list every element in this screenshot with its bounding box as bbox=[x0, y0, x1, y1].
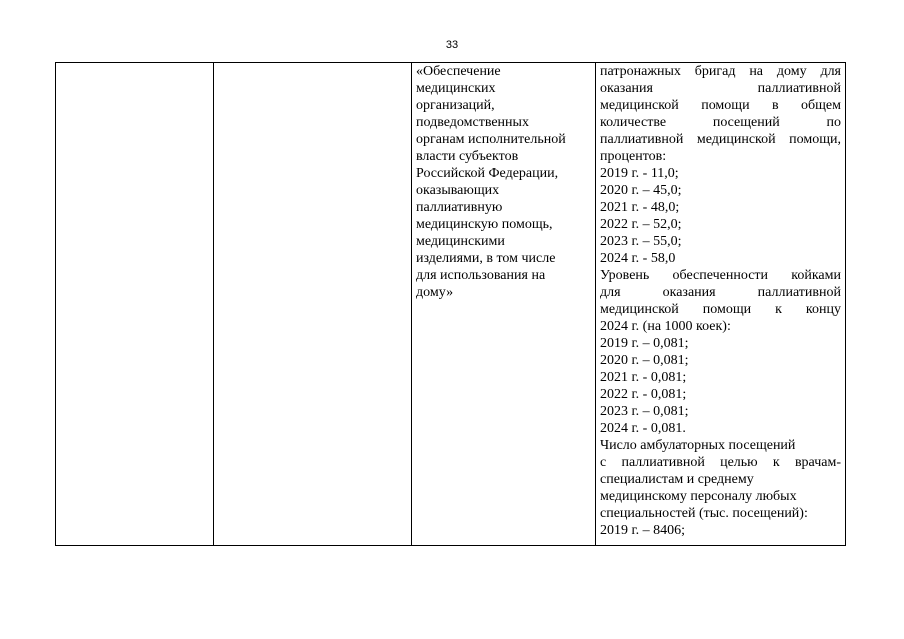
cell-text-line: изделиями, в том числе bbox=[416, 251, 556, 266]
cell-text-line: количестве посещений по bbox=[600, 115, 841, 130]
cell-text-line: процентов: bbox=[600, 149, 667, 164]
cell-text-line: органам исполнительной bbox=[416, 132, 566, 147]
cell-text-line: медицинской помощи к концу bbox=[600, 302, 841, 317]
cell-text-line: медицинской помощи в общем bbox=[600, 98, 841, 113]
cell-text-line: подведомственных bbox=[416, 115, 529, 130]
cell-text-line: 2024 г. - 58,0 bbox=[600, 251, 676, 266]
cell-text-line: 2024 г. (на 1000 коек): bbox=[600, 319, 731, 334]
cell-text-line: патронажных бригад на дому для bbox=[600, 64, 841, 79]
cell-text-line: Число амбулаторных посещений bbox=[600, 438, 796, 453]
cell-text-line: оказания паллиативной bbox=[600, 81, 841, 96]
table-cell-col1 bbox=[56, 63, 214, 546]
cell-text-line: 2022 г. – 52,0; bbox=[600, 217, 682, 232]
cell-text-line: 2023 г. – 55,0; bbox=[600, 234, 682, 249]
cell-text-line: 2020 г. – 45,0; bbox=[600, 183, 682, 198]
table-row bbox=[56, 63, 846, 546]
cell-text-line: для оказания паллиативной bbox=[600, 285, 841, 300]
cell-text-line: с паллиативной целью к врачам- bbox=[600, 455, 841, 470]
cell-text-line: дому» bbox=[416, 285, 454, 300]
cell-text-line: Российской Федерации, bbox=[416, 166, 559, 181]
cell-text-line: 2019 г. – 0,081; bbox=[600, 336, 689, 351]
cell-text-line: медицинских bbox=[416, 81, 496, 96]
cell-text-line: организаций, bbox=[416, 98, 495, 113]
cell-text-line: паллиативную bbox=[416, 200, 503, 215]
cell-text-line: медицинскими bbox=[416, 234, 505, 249]
cell-text-line: 2019 г. – 8406; bbox=[600, 523, 686, 538]
cell-text-line: медицинскую помощь, bbox=[416, 217, 553, 232]
cell-text-line: 2022 г. - 0,081; bbox=[600, 387, 687, 402]
cell-text-line: 2021 г. - 0,081; bbox=[600, 370, 687, 385]
cell-text-line: специальностей (тыс. посещений): bbox=[600, 506, 808, 521]
cell-text-line: «Обеспечение bbox=[416, 64, 501, 79]
cell-text-line: 2023 г. – 0,081; bbox=[600, 404, 689, 419]
cell-text-line: медицинскому персоналу любых bbox=[600, 489, 797, 504]
table-cell-col2 bbox=[214, 63, 412, 546]
cell-text-line: для использования на bbox=[416, 268, 546, 283]
cell-text-line: специалистам и среднему bbox=[600, 472, 754, 487]
cell-text-line: 2024 г. - 0,081. bbox=[600, 421, 686, 436]
cell-text-line: паллиативной медицинской помощи, bbox=[600, 132, 841, 147]
cell-text-line: 2021 г. - 48,0; bbox=[600, 200, 680, 215]
document-table bbox=[55, 62, 846, 546]
table-cell-col3 bbox=[412, 63, 596, 546]
cell-text-line: 2020 г. – 0,081; bbox=[600, 353, 689, 368]
cell-text-line: 2019 г. - 11,0; bbox=[600, 166, 679, 181]
table-cell-col4 bbox=[596, 63, 846, 546]
cell-text-line: оказывающих bbox=[416, 183, 500, 198]
page-number: 33 bbox=[445, 39, 459, 51]
cell-text-line: власти субъектов bbox=[416, 149, 519, 164]
cell-text-line: Уровень обеспеченности койками bbox=[600, 268, 841, 283]
